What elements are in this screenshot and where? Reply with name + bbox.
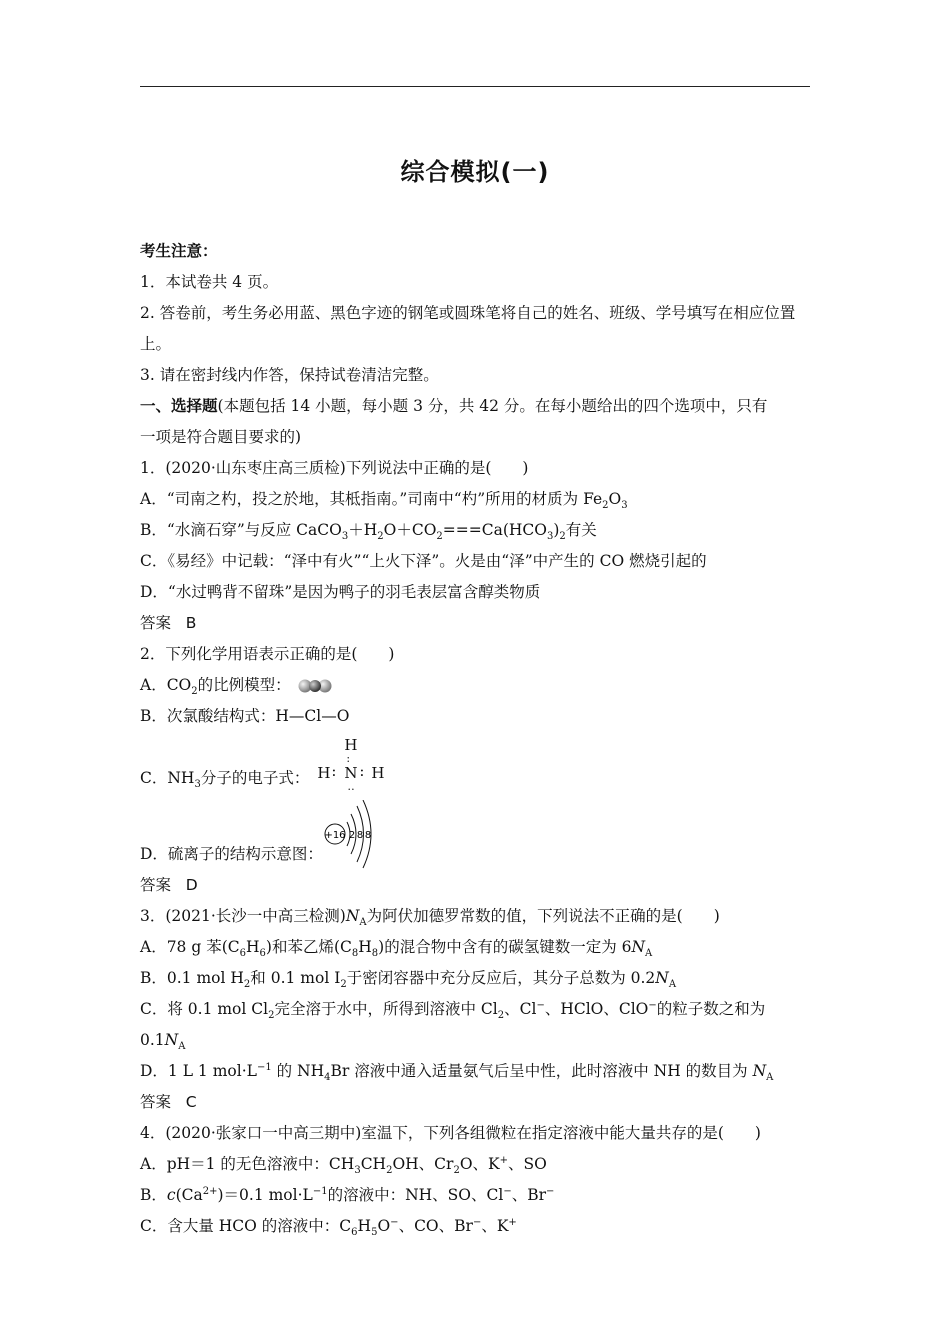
shell-3-count: 8 [364,830,372,841]
q1-option-b: B．“水滴石穿”与反应 $CaCO_3+H_2O+CO_2===Ca(HCO_3)_2$有关 [140,521,597,543]
q4-option-a: A．pH＝1 的无色溶液中：$CH_3CH_2OH$、$Cr_2O$、K+、SO [140,1154,547,1177]
nh3-electron-formula: H : H : N : H ‥ [317,736,385,793]
q1-stem: 1．(2020·山东枣庄高三质检)下列说法中正确的是( ) [140,459,529,477]
q3-option-d: D．1 L 1 $mol\cdot L^{-1}$ 的 $NH_4Br$ 溶液中通入适量氨气后呈中性，此时溶液中 NH 的数目为 $N_A$ [140,1061,774,1084]
q3-stem: 3．(2021·长沙一中高三检测)$N_A$为阿伏加德罗常数的值，下列说法不正确的是( ) [140,907,720,929]
q3-option-c-cont: $0.1N_A$ [140,1031,186,1053]
shell-1-count: 2 [348,830,356,841]
co2-space-filling-model-icon [296,678,334,694]
nucleus-charge: +16 [324,830,346,841]
q2-option-a: A．$CO_2$的比例模型： [140,670,810,701]
section-1-heading: 一、选择题 [140,397,218,415]
q4-option-b: B．$c(Ca^{2+})=0.1$ $mol\cdot L^{-1}$的溶液中：NH、SO、Cl−、Br− [140,1185,555,1204]
section-1-header [140,391,810,422]
q2-stem: 2．下列化学用语表示正确的是( ) [140,645,395,663]
q3-option-a: A．78 g 苯$(C_6H_6)$和苯乙烯$(C_8H_8)$的混合物中含有的碳氢键数一定为 $6N_A$ [140,938,653,960]
q3-option-b: B．0.1 mol $H_2$和 0.1 mol $I_2$于密闭容器中充分反应后，其分子总数为 $0.2N_A$ [140,969,677,991]
q3-option-c: C．将 0.1 mol $Cl_2$完全溶于水中，所得到溶液中 $Cl_2$、Cl−、HClO、ClO−的粒子数之和为 [140,999,766,1022]
q4-stem: 4．(2020·张家口一中高三期中)室温下，下列各组微粒在指定溶液中能大量共存的是( ) [140,1124,761,1142]
section-1-desc-cont: 一项是符合题目要求的) [140,428,302,446]
sulfide-ion-structure-diagram [323,800,385,870]
header-rule [140,86,810,87]
q2-option-b: B．次氯酸结构式：H—Cl—O [140,707,350,725]
q1-option-d: D．“水过鸭背不留珠”是因为鸭子的羽毛表层富含醇类物质 [140,583,541,601]
q1-option-c: C．《易经》中记载：“泽中有火”“上火下泽”。火是由“泽”中产生的 CO 燃烧引起的 [140,552,707,570]
q1-option-a: A．“司南之杓，投之於地，其柢指南。”司南中“杓”所用的材质为 $Fe_2O_3$ [140,490,628,512]
notice-item-3: 3. 请在密封线内作答，保持试卷清洁完整。 [140,366,439,384]
exam-body [140,236,810,1242]
notice-item-2: 2. 答卷前，考生务必用蓝、黑色字迹的钢笔或圆珠笔将自己的姓名、班级、学号填写在相应位置上。 [140,304,796,353]
q3-answer: 答案 C [140,1093,197,1111]
notice-heading: 考生注意： [140,242,218,260]
q2-option-c: C．$NH_3$分子的电子式： H : H : N : H ‥ [140,732,810,794]
page-title: 综合模拟(一) [400,158,550,186]
q4-option-c: C．含大量 HCO 的溶液中：$C_6H_5O^-$、CO、Br−、K+ [140,1216,517,1239]
q2-option-d: D．硫离子的结构示意图： +16 2 8 8 [140,794,810,870]
q2-answer: 答案 D [140,876,198,894]
section-1-desc: (本题包括 14 小题，每小题 3 分，共 42 分。在每小题给出的四个选项中，只有 [217,397,768,415]
notice-item-1: 1．本试卷共 4 页。 [140,273,279,291]
q1-answer: 答案 B [140,614,197,632]
shell-2-count: 8 [356,830,364,841]
